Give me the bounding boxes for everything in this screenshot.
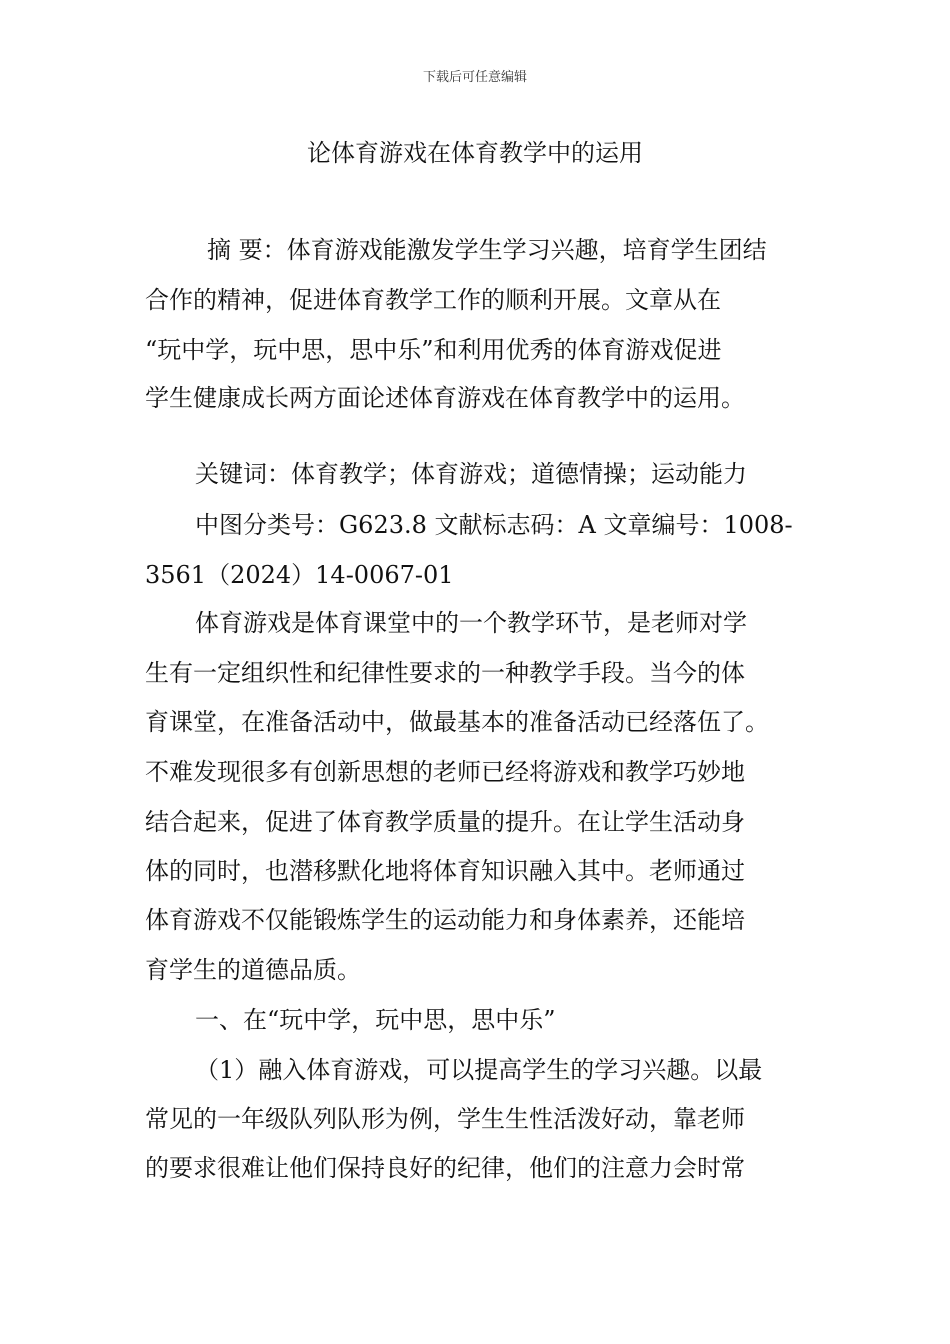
body-line-2: 生有一定组织性和纪律性要求的一种教学手段。当今的体 xyxy=(145,659,745,687)
body-line-3: 育课堂，在准备活动中，做最基本的准备活动已经落伍了。 xyxy=(145,708,769,736)
body-line-6: 体的同时，也潜移默化地将体育知识融入其中。老师通过 xyxy=(145,857,745,885)
classification-line-2: 3561（2024）14-0067-01 xyxy=(145,561,454,589)
section-line-2: 常见的一年级队列队形为例，学生生性活泼好动，靠老师 xyxy=(145,1105,745,1133)
body-line-7: 体育游戏不仅能锻炼学生的运动能力和身体素养，还能培 xyxy=(145,906,745,934)
keywords-line: 关键词：体育教学；体育游戏；道德情操；运动能力 xyxy=(195,460,747,488)
body-line-4: 不难发现很多有创新思想的老师已经将游戏和教学巧妙地 xyxy=(145,758,745,786)
body-line-8: 育学生的道德品质。 xyxy=(145,956,361,984)
section-line-1: （1）融入体育游戏，可以提高学生的学习兴趣。以最 xyxy=(195,1056,763,1084)
section-line-3: 的要求很难让他们保持良好的纪律，他们的注意力会时常 xyxy=(145,1154,745,1182)
abstract-line-4: 学生健康成长两方面论述体育游戏在体育教学中的运用。 xyxy=(145,384,745,412)
classification-line-1: 中图分类号：G623.8 文献标志码：A 文章编号：1008- xyxy=(195,511,793,539)
page-header: 下载后可任意编辑 xyxy=(422,70,527,85)
abstract-line-2: 合作的精神，促进体育教学工作的顺利开展。文章从在 xyxy=(145,286,721,314)
abstract-line-3: “玩中学，玩中思，思中乐”和利用优秀的体育游戏促进 xyxy=(145,336,722,364)
body-line-1: 体育游戏是体育课堂中的一个教学环节，是老师对学 xyxy=(195,609,747,637)
body-line-5: 结合起来，促进了体育教学质量的提升。在让学生活动身 xyxy=(145,808,745,836)
document-title: 论体育游戏在体育教学中的运用 xyxy=(307,139,643,167)
abstract-line-1: 摘 要：体育游戏能激发学生学习兴趣，培育学生团结 xyxy=(207,236,767,264)
section-heading: 一、在“玩中学，玩中思，思中乐” xyxy=(195,1006,556,1034)
